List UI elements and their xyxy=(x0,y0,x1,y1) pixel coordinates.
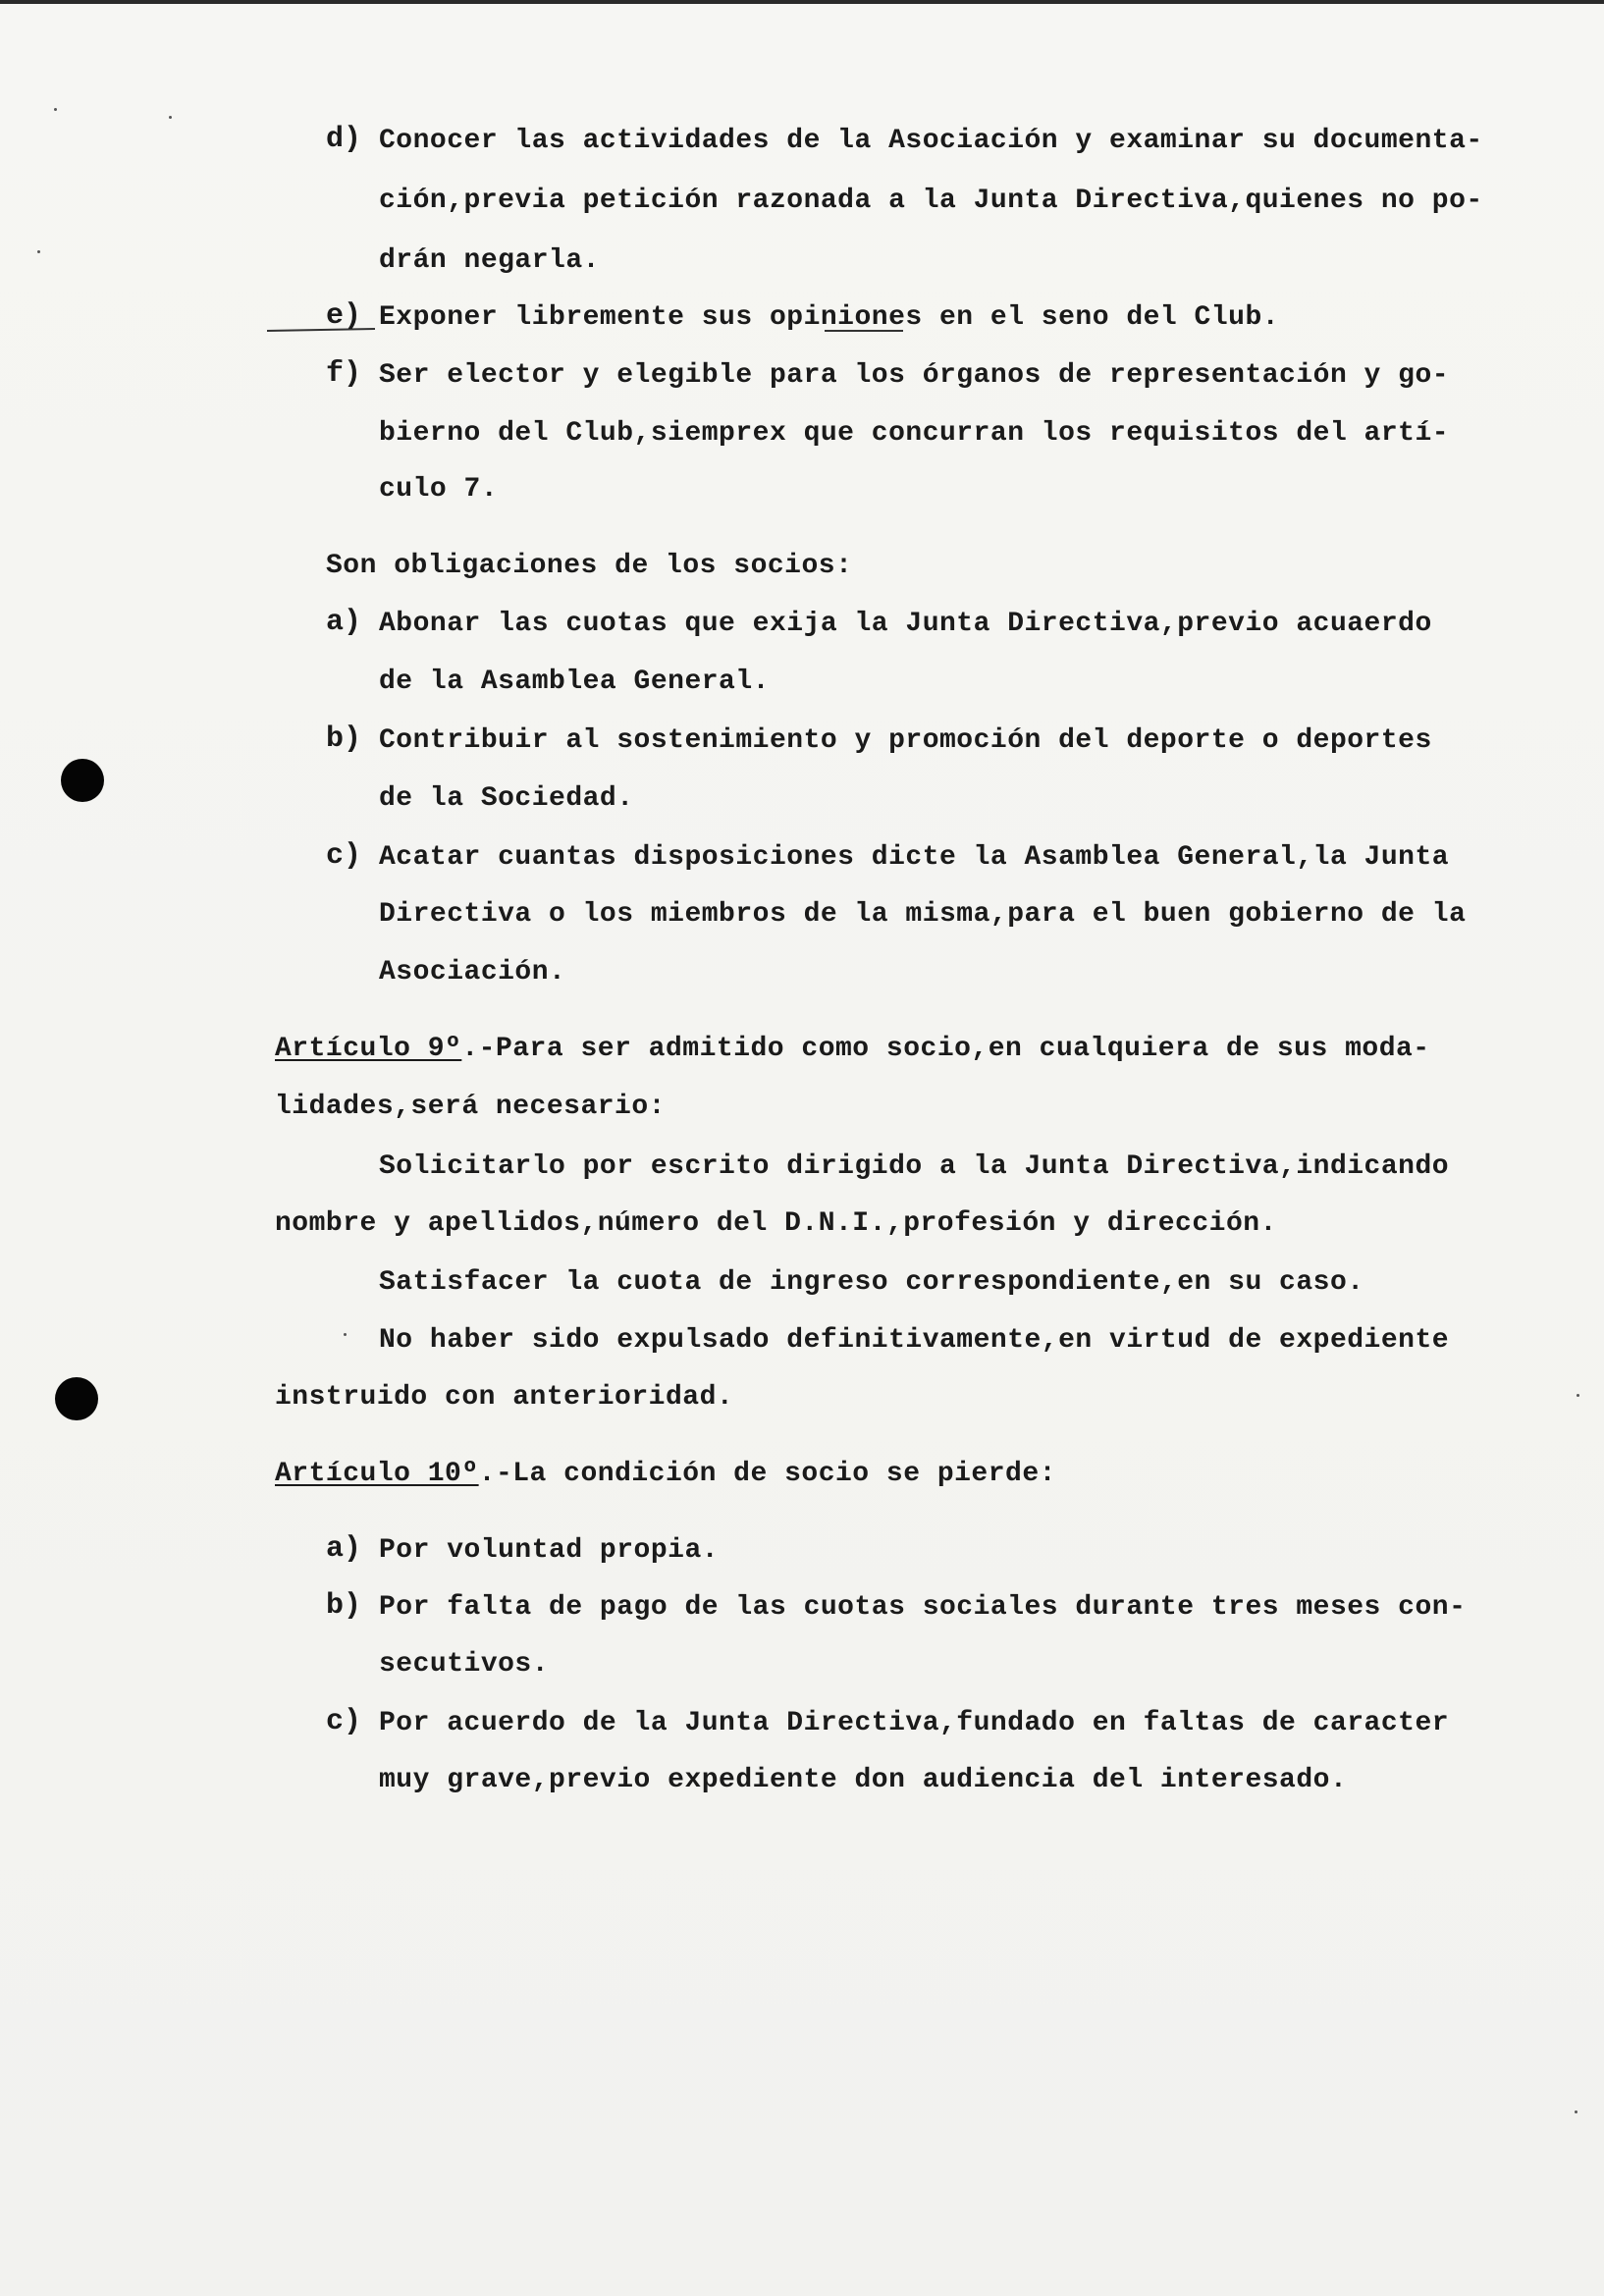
obligation-marker-b: b) xyxy=(326,722,362,756)
item-d-line-3: drán negarla. xyxy=(379,245,600,276)
article-9-intro: .-Para ser admitido como socio,en cualquiera de sus moda- xyxy=(461,1034,1430,1064)
article-10-a-line-1: Por voluntad propia. xyxy=(379,1535,720,1566)
article-9-line-2: lidades,será necesario: xyxy=(275,1092,666,1122)
article-10-line-1 xyxy=(275,1458,1056,1491)
article-10-title: Artículo 10º xyxy=(275,1459,479,1489)
article-9-title: Artículo 9º xyxy=(275,1034,462,1064)
obligations-heading: Son obligaciones de los socios: xyxy=(326,551,853,581)
obligation-marker-c: c) xyxy=(326,839,362,873)
obligation-a-line-2: de la Asamblea General. xyxy=(379,667,770,697)
item-d-line-2: ción,previa petición razonada a la Junta Directiva,quienes no po- xyxy=(379,186,1483,216)
paper-speck xyxy=(1575,2110,1577,2113)
article-10-marker-a: a) xyxy=(326,1532,362,1566)
article-10-b-line-1: Por falta de pago de las cuotas sociales durante tres meses con- xyxy=(379,1592,1467,1623)
article-9-req-1-line-1: Solicitarlo por escrito dirigido a la Junta Directiva,indicando xyxy=(379,1151,1450,1182)
item-e-line-1: Exponer libremente sus opiniones en el seno del Club. xyxy=(379,302,1280,333)
item-marker-e: e) xyxy=(326,299,362,333)
punch-hole-lower xyxy=(55,1377,98,1420)
paper-speck xyxy=(169,116,172,119)
article-10-intro: .-La condición de socio se pierde: xyxy=(478,1459,1056,1489)
obligation-c-line-3: Asociación. xyxy=(379,957,566,988)
item-f-line-3: culo 7. xyxy=(379,474,499,505)
article-9-line-1 xyxy=(275,1033,1430,1066)
item-marker-d: d) xyxy=(326,123,362,156)
article-9-req-3-line-2: instruido con anterioridad. xyxy=(275,1382,734,1413)
article-9-req-3-line-1: No haber sido expulsado definitivamente,en virtud de expediente xyxy=(379,1325,1450,1356)
item-f-line-2: bierno del Club,siemprex que concurran los requisitos del artí- xyxy=(379,418,1450,449)
paper-speck xyxy=(344,1333,347,1336)
item-d-line-1: Conocer las actividades de la Asociación y examinar su documenta- xyxy=(379,126,1483,156)
obligation-c-line-1: Acatar cuantas disposiciones dicte la Asamblea General,la Junta xyxy=(379,842,1450,873)
obligation-b-line-2: de la Sociedad. xyxy=(379,783,634,814)
obligation-a-line-1: Abonar las cuotas que exija la Junta Directiva,previo acuaerdo xyxy=(379,609,1432,639)
paper-speck xyxy=(37,250,40,253)
article-10-marker-b: b) xyxy=(326,1589,362,1623)
paper-speck xyxy=(54,108,57,111)
article-10-b-line-2: secutivos. xyxy=(379,1649,550,1680)
item-marker-f: f) xyxy=(326,357,362,391)
article-10-c-line-2: muy grave,previo expediente don audiencia del interesado. xyxy=(379,1765,1348,1795)
item-f-line-1: Ser elector y elegible para los órganos de representación y go- xyxy=(379,360,1450,391)
article-9-req-1-line-2: nombre y apellidos,número del D.N.I.,profesión y dirección. xyxy=(275,1208,1277,1239)
page-top-edge xyxy=(0,0,1604,4)
paper-speck xyxy=(1577,1394,1579,1397)
article-10-marker-c: c) xyxy=(326,1705,362,1738)
article-9-req-2: Satisfacer la cuota de ingreso correspondiente,en su caso. xyxy=(379,1267,1364,1298)
obligation-b-line-1: Contribuir al sostenimiento y promoción del deporte o deportes xyxy=(379,725,1432,756)
article-10-c-line-1: Por acuerdo de la Junta Directiva,fundado en faltas de caracter xyxy=(379,1708,1450,1738)
obligation-marker-a: a) xyxy=(326,606,362,639)
punch-hole-upper xyxy=(61,759,104,802)
obligation-c-line-2: Directiva o los miembros de la misma,para el buen gobierno de la xyxy=(379,899,1467,930)
